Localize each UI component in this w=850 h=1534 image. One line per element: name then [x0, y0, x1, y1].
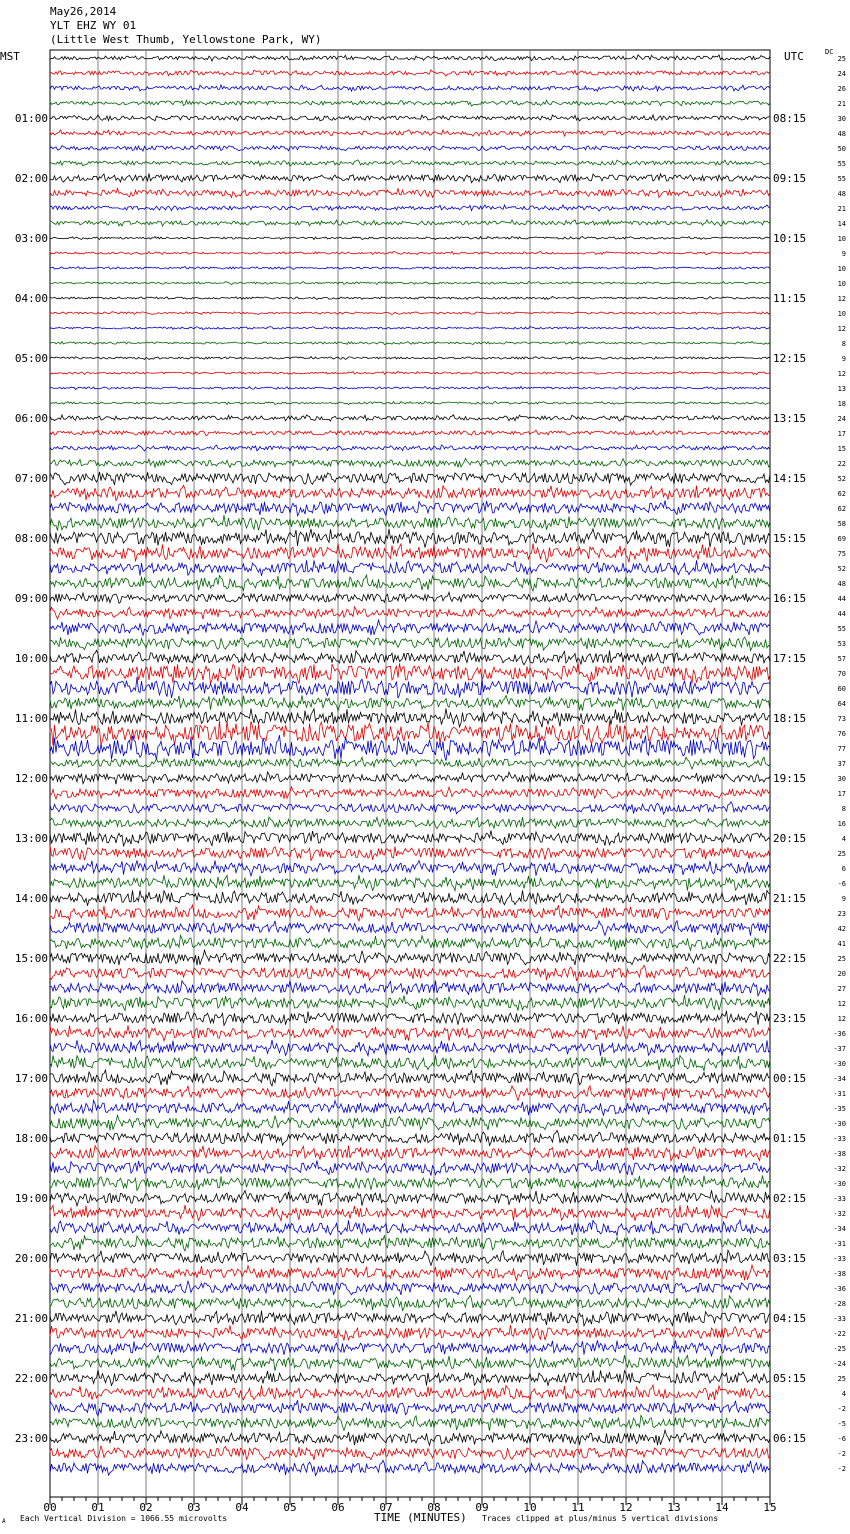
trace-line — [50, 472, 770, 485]
left-hour-label: 17:00 — [14, 1072, 48, 1085]
left-hour-label: 20:00 — [14, 1252, 48, 1265]
x-tick-label: 13 — [667, 1501, 681, 1514]
dc-offset-label: 30 — [837, 115, 846, 123]
trace-line — [50, 1070, 770, 1086]
trace-line — [50, 772, 770, 784]
right-hour-label: 01:15 — [773, 1132, 807, 1145]
right-hour-label: 14:15 — [773, 472, 807, 485]
dc-offset-label: -32 — [833, 1165, 846, 1173]
dc-offset-label: -33 — [833, 1255, 846, 1263]
trace-line — [50, 312, 770, 315]
right-hour-label: 04:15 — [773, 1312, 807, 1325]
clip-note: Traces clipped at plus/minus 5 vertical divisions — [482, 1514, 719, 1523]
dc-offset-label: -32 — [833, 1210, 846, 1218]
trace-line — [50, 342, 770, 345]
trace-line — [50, 100, 770, 106]
dc-offset-label: 25 — [837, 1375, 846, 1383]
trace-line — [50, 174, 770, 183]
dc-offset-label: 44 — [837, 595, 846, 603]
trace-line — [50, 160, 770, 166]
trace-line — [50, 1130, 770, 1145]
trace-line — [50, 529, 770, 548]
trace-line — [50, 1295, 770, 1310]
dc-offset-label: 25 — [837, 955, 846, 963]
right-hour-label: 00:15 — [773, 1072, 807, 1085]
trace-line — [50, 845, 770, 860]
dc-offset-label: 18 — [837, 400, 846, 408]
trace-line — [50, 543, 770, 562]
left-hour-label: 13:00 — [14, 832, 48, 845]
trace-line — [50, 817, 770, 829]
dc-offset-label: -35 — [833, 1105, 846, 1113]
left-hour-label: 04:00 — [14, 292, 48, 305]
trace-line — [50, 1205, 770, 1221]
left-hour-label: 14:00 — [14, 892, 48, 905]
right-hour-label: 18:15 — [773, 712, 807, 725]
right-hour-label: 11:15 — [773, 292, 807, 305]
left-hour-label: 06:00 — [14, 412, 48, 425]
dc-offset-label: 17 — [837, 790, 846, 798]
dc-offset-label: -28 — [833, 1300, 846, 1308]
dc-offset-label: 76 — [837, 730, 846, 738]
right-hour-label: 02:15 — [773, 1192, 807, 1205]
right-hour-label: 21:15 — [773, 892, 807, 905]
trace-line — [50, 1460, 770, 1475]
dc-offset-label: 77 — [837, 745, 846, 753]
dc-offset-label: -30 — [833, 1180, 846, 1188]
dc-offset-label: 64 — [837, 700, 846, 708]
dc-offset-label: -31 — [833, 1090, 846, 1098]
location-label: (Little West Thumb, Yellowstone Park, WY) — [50, 33, 322, 46]
left-hour-label: 15:00 — [14, 952, 48, 965]
left-hour-label: 18:00 — [14, 1132, 48, 1145]
dc-offset-label: 55 — [837, 160, 846, 168]
trace-line — [50, 650, 770, 665]
left-hour-label: 07:00 — [14, 472, 48, 485]
trace-line — [50, 188, 770, 197]
x-tick-label: 11 — [571, 1501, 585, 1514]
trace-line — [50, 662, 770, 684]
right-hour-label: 06:15 — [773, 1432, 807, 1445]
trace-line — [50, 485, 770, 500]
left-hour-label: 11:00 — [14, 712, 48, 725]
dc-offset-label: 6 — [841, 865, 846, 873]
trace-line — [50, 1400, 770, 1416]
dc-offset-label: 4 — [841, 835, 846, 843]
left-hour-label: 01:00 — [14, 112, 48, 125]
dc-offset-label: -30 — [833, 1120, 846, 1128]
trace-line — [50, 1220, 770, 1235]
left-hour-label: 08:00 — [14, 532, 48, 545]
dc-offset-label: 10 — [837, 265, 846, 273]
trace-line — [50, 500, 770, 515]
trace-line — [50, 875, 770, 891]
dc-offset-label: 25 — [837, 850, 846, 858]
dc-offset-label: 12 — [837, 325, 846, 333]
left-hour-label: 22:00 — [14, 1372, 48, 1385]
dc-offset-label: 62 — [837, 505, 846, 513]
trace-line — [50, 1385, 770, 1400]
trace-line — [50, 1250, 770, 1265]
dc-offset-label: 52 — [837, 565, 846, 573]
trace-line — [50, 637, 770, 650]
left-hour-label: 03:00 — [14, 232, 48, 245]
trace-line — [50, 1355, 770, 1371]
trace-line — [50, 708, 770, 727]
trace-line — [50, 115, 770, 121]
trace-line — [50, 1235, 770, 1251]
right-hour-label: 20:15 — [773, 832, 807, 845]
x-tick-label: 02 — [139, 1501, 153, 1514]
x-tick-label: 05 — [283, 1501, 297, 1514]
right-hour-label: 23:15 — [773, 1012, 807, 1025]
dc-offset-label: 10 — [837, 310, 846, 318]
dc-offset-label: 13 — [837, 385, 846, 393]
x-tick-label: 00 — [43, 1501, 57, 1514]
trace-line — [50, 296, 770, 299]
right-hour-label: 08:15 — [773, 112, 807, 125]
left-hour-label: 09:00 — [14, 592, 48, 605]
right-hour-label: 12:15 — [773, 352, 807, 365]
dc-offset-label: -6 — [837, 1435, 846, 1443]
trace-line — [50, 1430, 770, 1445]
dc-offset-label: 14 — [837, 220, 846, 228]
dc-offset-label: 22 — [837, 460, 846, 468]
trace-line — [50, 415, 770, 421]
dc-offset-label: -2 — [837, 1405, 846, 1413]
corner-mark: A — [2, 1518, 6, 1525]
dc-offset-label: 53 — [837, 640, 846, 648]
trace-line — [50, 1011, 770, 1025]
dc-offset-label: 48 — [837, 130, 846, 138]
trace-line — [50, 1311, 770, 1326]
x-tick-label: 08 — [427, 1501, 441, 1514]
dc-offset-label: 30 — [837, 775, 846, 783]
trace-line — [50, 372, 770, 375]
dc-offset-label: 21 — [837, 100, 846, 108]
scale-note: Each Vertical Division = 1066.55 microvolts — [20, 1514, 228, 1523]
trace-line — [50, 575, 770, 591]
trace-line — [50, 237, 770, 240]
dc-offset-label: 17 — [837, 430, 846, 438]
left-timezone-label: MST — [0, 50, 20, 63]
trace-line — [50, 402, 770, 405]
trace-line — [50, 802, 770, 814]
dc-offset-label: -31 — [833, 1240, 846, 1248]
trace-line — [50, 458, 770, 467]
right-hour-label: 16:15 — [773, 592, 807, 605]
trace-line — [50, 1160, 770, 1176]
trace-line — [50, 935, 770, 950]
dc-offset-label: 73 — [837, 715, 846, 723]
trace-line — [50, 757, 770, 769]
trace-line — [50, 787, 770, 799]
trace-line — [50, 1025, 770, 1041]
dc-offset-label: 8 — [841, 805, 846, 813]
dc-offset-label: -34 — [833, 1075, 846, 1083]
dc-offset-label: -33 — [833, 1135, 846, 1143]
dc-offset-label: -34 — [833, 1225, 846, 1233]
dc-offset-label: 41 — [837, 940, 846, 948]
dc-offset-label: 25 — [837, 55, 846, 63]
trace-line — [50, 1040, 770, 1056]
trace-line — [50, 327, 770, 330]
trace-line — [50, 560, 770, 576]
dc-offset-label: 48 — [837, 580, 846, 588]
dc-offset-label: -36 — [833, 1285, 846, 1293]
trace-line — [50, 386, 770, 389]
right-hour-label: 22:15 — [773, 952, 807, 965]
dc-offset-label: -2 — [837, 1465, 846, 1473]
trace-line — [50, 695, 770, 711]
dc-offset-label: -33 — [833, 1315, 846, 1323]
trace-line — [50, 515, 770, 531]
x-tick-label: 10 — [523, 1501, 537, 1514]
dc-offset-label: -33 — [833, 1195, 846, 1203]
trace-line — [50, 995, 770, 1011]
dc-offset-label: -2 — [837, 1450, 846, 1458]
dc-offset-label: 4 — [841, 1390, 846, 1398]
x-tick-label: 03 — [187, 1501, 201, 1514]
trace-line — [50, 220, 770, 226]
dc-offset-label: 9 — [841, 250, 846, 258]
trace-line — [50, 607, 770, 619]
dc-offset-label: -36 — [833, 1030, 846, 1038]
left-hour-label: 12:00 — [14, 772, 48, 785]
dc-offset-label: 10 — [837, 235, 846, 243]
dc-offset-label: 52 — [837, 475, 846, 483]
trace-line — [50, 1055, 770, 1070]
left-hour-label: 02:00 — [14, 172, 48, 185]
trace-line — [50, 55, 770, 61]
dc-offset-label: 24 — [837, 415, 846, 423]
date-label: May26,2014 — [50, 5, 117, 18]
right-hour-label: 09:15 — [773, 172, 807, 185]
dc-offset-label: 16 — [837, 820, 846, 828]
dc-offset-label: -25 — [833, 1345, 846, 1353]
trace-line — [50, 266, 770, 269]
x-tick-label: 12 — [619, 1501, 633, 1514]
trace-line — [50, 1086, 770, 1101]
x-tick-label: 15 — [763, 1501, 777, 1514]
x-tick-label: 14 — [715, 1501, 729, 1514]
left-hour-label: 10:00 — [14, 652, 48, 665]
x-tick-label: 09 — [475, 1501, 489, 1514]
trace-line — [50, 70, 770, 76]
dc-offset-label: -30 — [833, 1060, 846, 1068]
trace-line — [50, 1370, 770, 1386]
trace-line — [50, 965, 770, 980]
trace-line — [50, 1100, 770, 1115]
dc-offset-label: 69 — [837, 535, 846, 543]
trace-line — [50, 1281, 770, 1295]
trace-line — [50, 921, 770, 936]
dc-offset-label: 37 — [837, 760, 846, 768]
trace-line — [50, 592, 770, 603]
dc-offset-label: 12 — [837, 370, 846, 378]
trace-line — [50, 145, 770, 151]
dc-offset-label: 21 — [837, 205, 846, 213]
right-hour-label: 19:15 — [773, 772, 807, 785]
trace-line — [50, 1115, 770, 1130]
trace-line — [50, 1446, 770, 1460]
dc-offset-label: 55 — [837, 625, 846, 633]
trace-line — [50, 251, 770, 254]
trace-line — [50, 282, 770, 285]
dc-label: DC — [825, 48, 834, 56]
dc-offset-label: 48 — [837, 190, 846, 198]
dc-offset-label: -6 — [837, 880, 846, 888]
dc-offset-label: 9 — [841, 895, 846, 903]
trace-line — [50, 85, 770, 91]
trace-line — [50, 677, 770, 698]
trace-line — [50, 721, 770, 746]
trace-line — [50, 430, 770, 436]
trace-line — [50, 860, 770, 876]
dc-offset-label: 20 — [837, 970, 846, 978]
dc-offset-label: 57 — [837, 655, 846, 663]
trace-line — [50, 1175, 770, 1190]
trace-line — [50, 981, 770, 996]
trace-line — [50, 950, 770, 965]
dc-offset-label: 10 — [837, 280, 846, 288]
dc-offset-label: 75 — [837, 550, 846, 558]
dc-offset-label: -38 — [833, 1150, 846, 1158]
trace-line — [50, 130, 770, 136]
dc-offset-label: 62 — [837, 490, 846, 498]
right-hour-label: 15:15 — [773, 532, 807, 545]
trace-line — [50, 356, 770, 359]
dc-offset-label: 15 — [837, 445, 846, 453]
dc-offset-label: 24 — [837, 70, 846, 78]
dc-offset-label: 50 — [837, 145, 846, 153]
trace-line — [50, 1325, 770, 1341]
dc-offset-label: 42 — [837, 925, 846, 933]
dc-offset-label: 8 — [841, 340, 846, 348]
dc-offset-label: 27 — [837, 985, 846, 993]
dc-offset-label: 60 — [837, 685, 846, 693]
right-hour-label: 10:15 — [773, 232, 807, 245]
right-hour-label: 13:15 — [773, 412, 807, 425]
right-timezone-label: UTC — [784, 50, 804, 63]
trace-line — [50, 445, 770, 451]
dc-offset-label: -5 — [837, 1420, 846, 1428]
dc-offset-label: -37 — [833, 1045, 846, 1053]
left-hour-label: 16:00 — [14, 1012, 48, 1025]
trace-line — [50, 1146, 770, 1161]
right-hour-label: 17:15 — [773, 652, 807, 665]
dc-offset-label: 26 — [837, 85, 846, 93]
trace-line — [50, 620, 770, 635]
left-hour-label: 19:00 — [14, 1192, 48, 1205]
dc-offset-label: 12 — [837, 1015, 846, 1023]
dc-offset-label: 58 — [837, 520, 846, 528]
left-hour-label: 05:00 — [14, 352, 48, 365]
dc-offset-label: -22 — [833, 1330, 846, 1338]
dc-offset-label: -24 — [833, 1360, 846, 1368]
x-tick-label: 07 — [379, 1501, 393, 1514]
trace-line — [50, 830, 770, 845]
dc-offset-label: 9 — [841, 355, 846, 363]
x-axis-label: TIME (MINUTES) — [374, 1511, 467, 1524]
dc-offset-label: 44 — [837, 610, 846, 618]
trace-line — [50, 1340, 770, 1356]
trace-line — [50, 205, 770, 211]
trace-line — [50, 1265, 770, 1280]
station-label: YLT EHZ WY 01 — [50, 19, 137, 32]
dc-offset-label: 12 — [837, 295, 846, 303]
dc-offset-label: 23 — [837, 910, 846, 918]
left-hour-label: 21:00 — [14, 1312, 48, 1325]
x-tick-label: 06 — [331, 1501, 345, 1514]
trace-line — [50, 1190, 770, 1206]
left-hour-label: 23:00 — [14, 1432, 48, 1445]
right-hour-label: 05:15 — [773, 1372, 807, 1385]
dc-offset-label: 12 — [837, 1000, 846, 1008]
trace-line — [50, 890, 770, 906]
dc-offset-label: -38 — [833, 1270, 846, 1278]
dc-offset-label: 70 — [837, 670, 846, 678]
dc-offset-label: 55 — [837, 175, 846, 183]
trace-line — [50, 905, 770, 921]
x-tick-label: 01 — [91, 1501, 105, 1514]
trace-line — [50, 1415, 770, 1430]
right-hour-label: 03:15 — [773, 1252, 807, 1265]
x-tick-label: 04 — [235, 1501, 249, 1514]
